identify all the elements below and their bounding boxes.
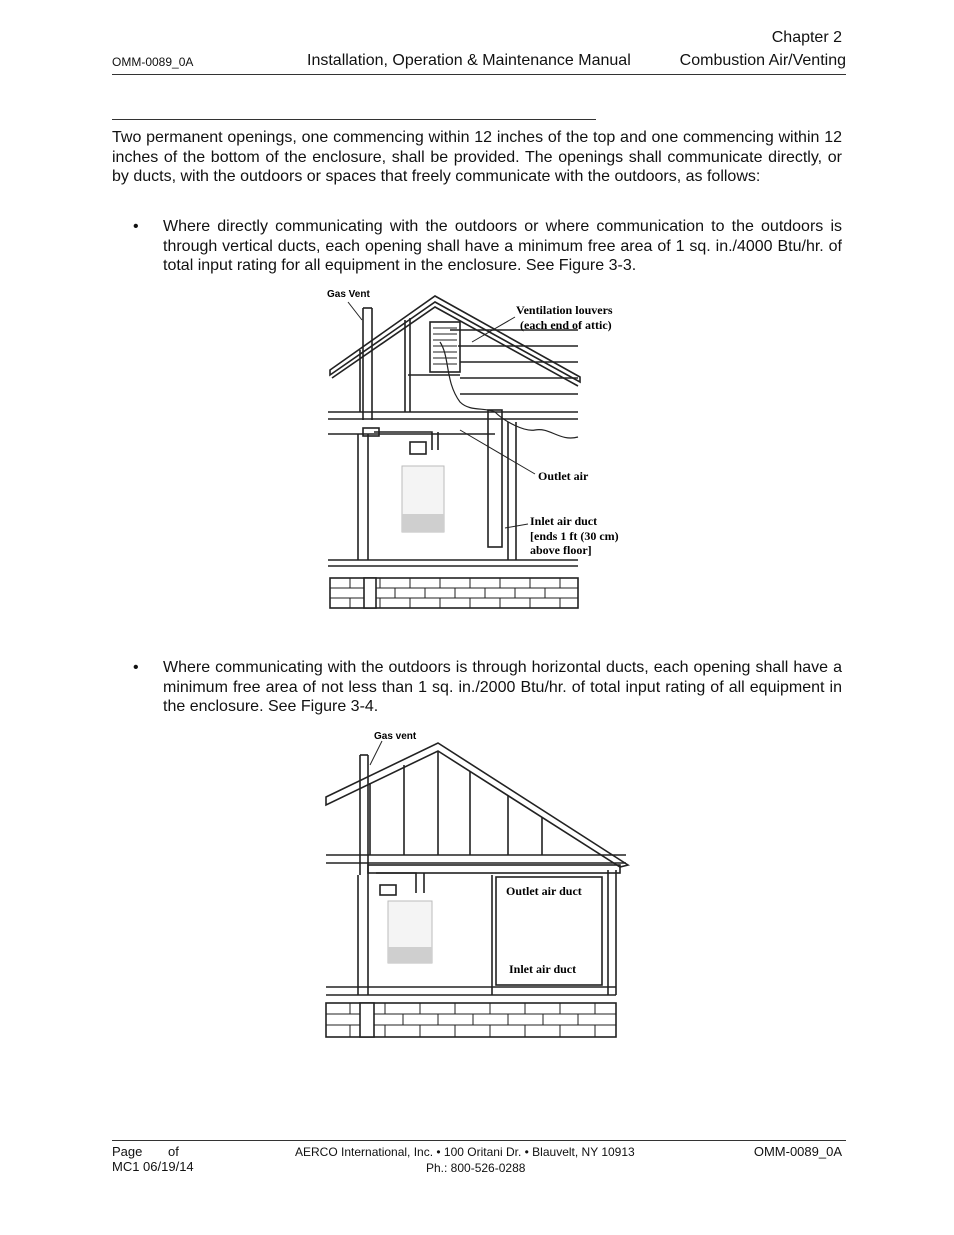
louvers-label-line2: (each end of attic): [520, 318, 612, 332]
company-phone: Ph.: 800-526-0288: [426, 1161, 526, 1175]
company-address: AERCO International, Inc. • 100 Oritani Dr. • Blauvelt, NY 10913: [295, 1145, 635, 1159]
intro-paragraph: Two permanent openings, one commencing within 12 inches of the top and one commencing within 12 inches of the bottom of the enclosure, shall be provided. The openings shall communicate directly, or by ducts, with the outdoors or spaces that freely communicate with the outdoors, as follows:: [112, 129, 842, 185]
manual-title: Installation, Operation & Maintenance Manual: [307, 52, 631, 69]
bullet-horizontal-ducts: Where communicating with the outdoors is through horizontal ducts, each opening shall have a minimum free area of not less than 1 sq. in./2000 Btu/hr. of total input rating of all equipment in the enclosure. See Figure 3-4.: [163, 659, 842, 715]
section-title: Combustion Air/Venting: [679, 52, 846, 69]
outlet-air-duct: [368, 865, 620, 873]
chapter-label: Chapter 2: [771, 29, 842, 46]
bullet-marker: •: [133, 218, 139, 235]
gas-vent-label: Gas vent: [374, 731, 417, 742]
inlet-air-duct: [488, 410, 502, 547]
footer-divider: [112, 1140, 846, 1141]
section-divider: [112, 119, 596, 120]
gas-vent-label: Gas Vent: [327, 289, 370, 300]
footer-doc-number: OMM-0089_0A: [753, 1144, 842, 1159]
inlet-duct-label-line3: above floor]: [530, 543, 592, 557]
page-label: Page: [112, 1144, 143, 1159]
figure-horizontal-duct-diagram: [320, 725, 640, 1045]
inlet-duct-label-line1: Inlet air duct: [530, 514, 598, 528]
bullet-vertical-ducts: Where directly communicating with the outdoors or where communication to the outdoors is through vertical ducts, each opening shall have a minimum free area of 1 sq. in./4000 Btu/hr. of total input rating for all equipment in the enclosure. See Figure 3-3.: [163, 218, 842, 274]
bullet-marker: •: [133, 659, 139, 676]
water-heater-unit: [388, 901, 432, 963]
outlet-duct-label: Outlet air duct: [506, 884, 582, 898]
water-heater-unit: [402, 466, 444, 532]
inlet-duct-label: Inlet air duct: [509, 962, 577, 976]
header-doc-number: OMM-0089_0A: [112, 55, 194, 69]
page-of-label: of: [168, 1144, 179, 1159]
inlet-duct-label-line2: [ends 1 ft (30 cm): [530, 529, 619, 543]
header-divider: [112, 74, 846, 75]
outlet-air-label: Outlet air: [538, 469, 589, 483]
revision-date: MC1 06/19/14: [112, 1159, 194, 1174]
louvers-label-line1: Ventilation louvers: [516, 303, 613, 317]
figure-vertical-duct-diagram: [320, 282, 640, 622]
